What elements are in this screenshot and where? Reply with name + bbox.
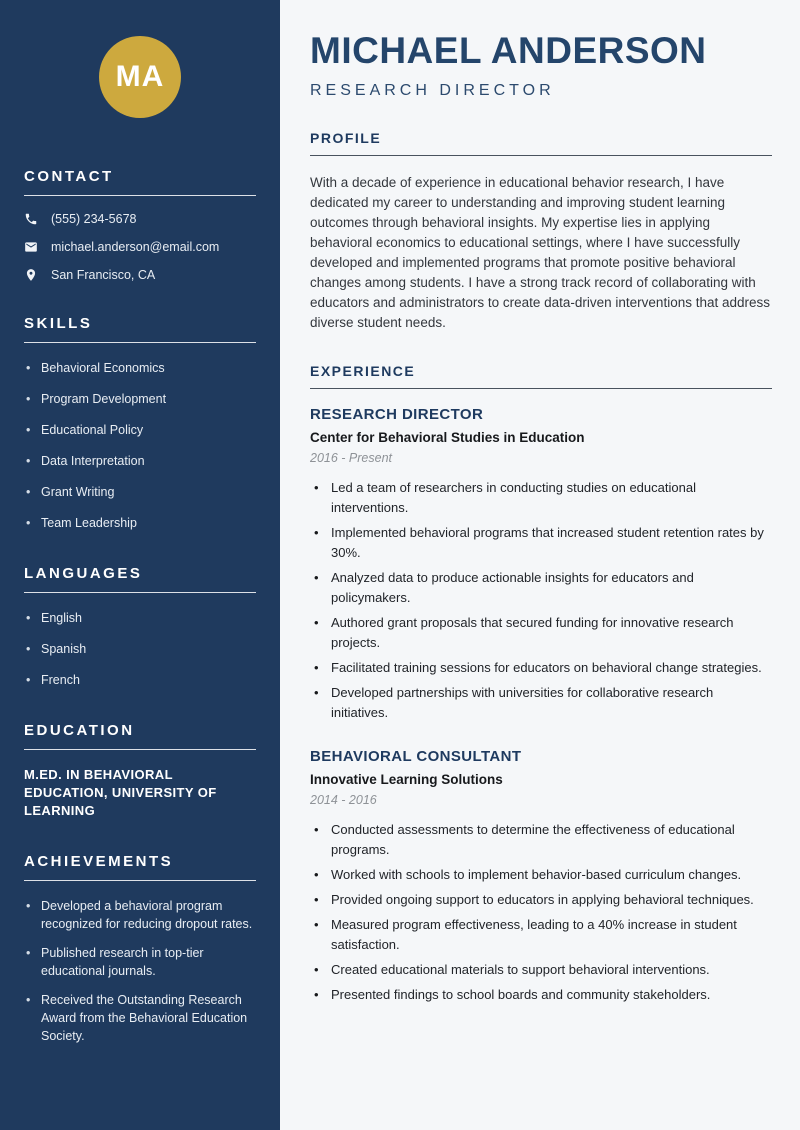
skills-section <box>24 315 256 532</box>
languages-list <box>24 609 256 689</box>
skill-item: • Team Leadership <box>24 514 256 532</box>
location-icon <box>24 268 38 282</box>
job-title: RESEARCH DIRECTOR <box>310 405 484 423</box>
education-degree: M.ED. IN BEHAVIORAL EDUCATION, UNIVERSITY OF LEARNING <box>24 767 217 818</box>
phone-icon <box>24 212 38 226</box>
job-bullet: • Conducted assessments to determine the effectiveness of educational programs. <box>310 820 772 860</box>
avatar <box>99 36 181 118</box>
profile-heading: PROFILE <box>310 130 772 156</box>
job-company: Center for Behavioral Studies in Education <box>310 429 585 445</box>
language-item: • French <box>24 671 256 689</box>
contact-phone-text: (555) 234-5678 <box>51 212 137 226</box>
experience-section <box>310 363 772 1005</box>
job-bullet: • Presented findings to school boards and community stakeholders. <box>310 985 772 1005</box>
profile-text: With a decade of experience in educational behavior research, I have dedicated my career to understanding and improving student learning outcomes through behavioral insights. My expertise lies in applying behavioral economics to educational settings, where I have successfully developed and implemented programs that promote positive behavioral changes among students. I have a strong track record of collaborating with educators and administrators to create data-driven interventions that address diverse student needs. <box>310 174 771 330</box>
language-item: • Spanish <box>24 640 256 658</box>
job-title: BEHAVIORAL CONSULTANT <box>310 747 522 765</box>
skill-item: • Data Interpretation <box>24 452 256 470</box>
education-heading: EDUCATION <box>24 722 256 750</box>
achievements-heading: ACHIEVEMENTS <box>24 853 256 881</box>
job-bullet: • Developed partnerships with universities for collaborative research initiatives. <box>310 683 772 723</box>
email-icon <box>24 240 38 254</box>
sidebar <box>0 0 280 1130</box>
achievement-item: • Developed a behavioral program recognized for reducing dropout rates. <box>24 897 256 933</box>
skill-item: • Educational Policy <box>24 421 256 439</box>
achievements-section <box>24 853 256 1045</box>
skills-list <box>24 359 256 532</box>
contact-phone-row <box>24 212 256 226</box>
job-company: Innovative Learning Solutions <box>310 771 503 787</box>
achievements-list <box>24 897 256 1045</box>
job-dates: 2014 - 2016 <box>310 792 377 807</box>
skill-item: • Program Development <box>24 390 256 408</box>
achievement-item: • Received the Outstanding Research Award from the Behavioral Education Society. <box>24 991 256 1045</box>
education-section <box>24 722 256 820</box>
contact-email-row <box>24 240 256 254</box>
job-bullet: • Analyzed data to produce actionable insights for educators and policymakers. <box>310 568 772 608</box>
job-bullet: • Implemented behavioral programs that increased student retention rates by 30%. <box>310 523 772 563</box>
job-bullets <box>310 478 772 723</box>
skill-item: • Behavioral Economics <box>24 359 256 377</box>
job-bullet: • Created educational materials to support behavioral interventions. <box>310 960 772 980</box>
skill-item: • Grant Writing <box>24 483 256 501</box>
contact-heading: CONTACT <box>24 168 256 196</box>
contact-location-row <box>24 268 256 282</box>
contact-email-text: michael.anderson@email.com <box>51 240 220 254</box>
experience-heading: EXPERIENCE <box>310 363 772 389</box>
contact-section <box>24 168 256 282</box>
job-bullet: • Led a team of researchers in conducting studies on educational interventions. <box>310 478 772 518</box>
languages-heading: LANGUAGES <box>24 565 256 593</box>
main-content <box>280 0 800 1130</box>
language-item: • English <box>24 609 256 627</box>
person-name: MICHAEL ANDERSON <box>310 30 707 71</box>
achievement-item: • Published research in top-tier educational journals. <box>24 944 256 980</box>
skills-heading: SKILLS <box>24 315 256 343</box>
job-bullet: • Provided ongoing support to educators in applying behavioral techniques. <box>310 890 772 910</box>
profile-section <box>310 130 772 333</box>
job-dates: 2016 - Present <box>310 450 392 465</box>
job-entry-2 <box>310 748 772 1005</box>
job-bullet: • Facilitated training sessions for educators on behavioral change strategies. <box>310 658 772 678</box>
job-entry-1 <box>310 406 772 723</box>
job-bullets <box>310 820 772 1005</box>
person-title: RESEARCH DIRECTOR <box>310 81 555 99</box>
languages-section <box>24 565 256 689</box>
contact-location-text: San Francisco, CA <box>51 268 156 282</box>
avatar-initials: MA <box>115 60 165 93</box>
job-bullet: • Worked with schools to implement behavior-based curriculum changes. <box>310 865 772 885</box>
job-bullet: • Authored grant proposals that secured funding for innovative research projects. <box>310 613 772 653</box>
job-bullet: • Measured program effectiveness, leading to a 40% increase in student satisfaction. <box>310 915 772 955</box>
